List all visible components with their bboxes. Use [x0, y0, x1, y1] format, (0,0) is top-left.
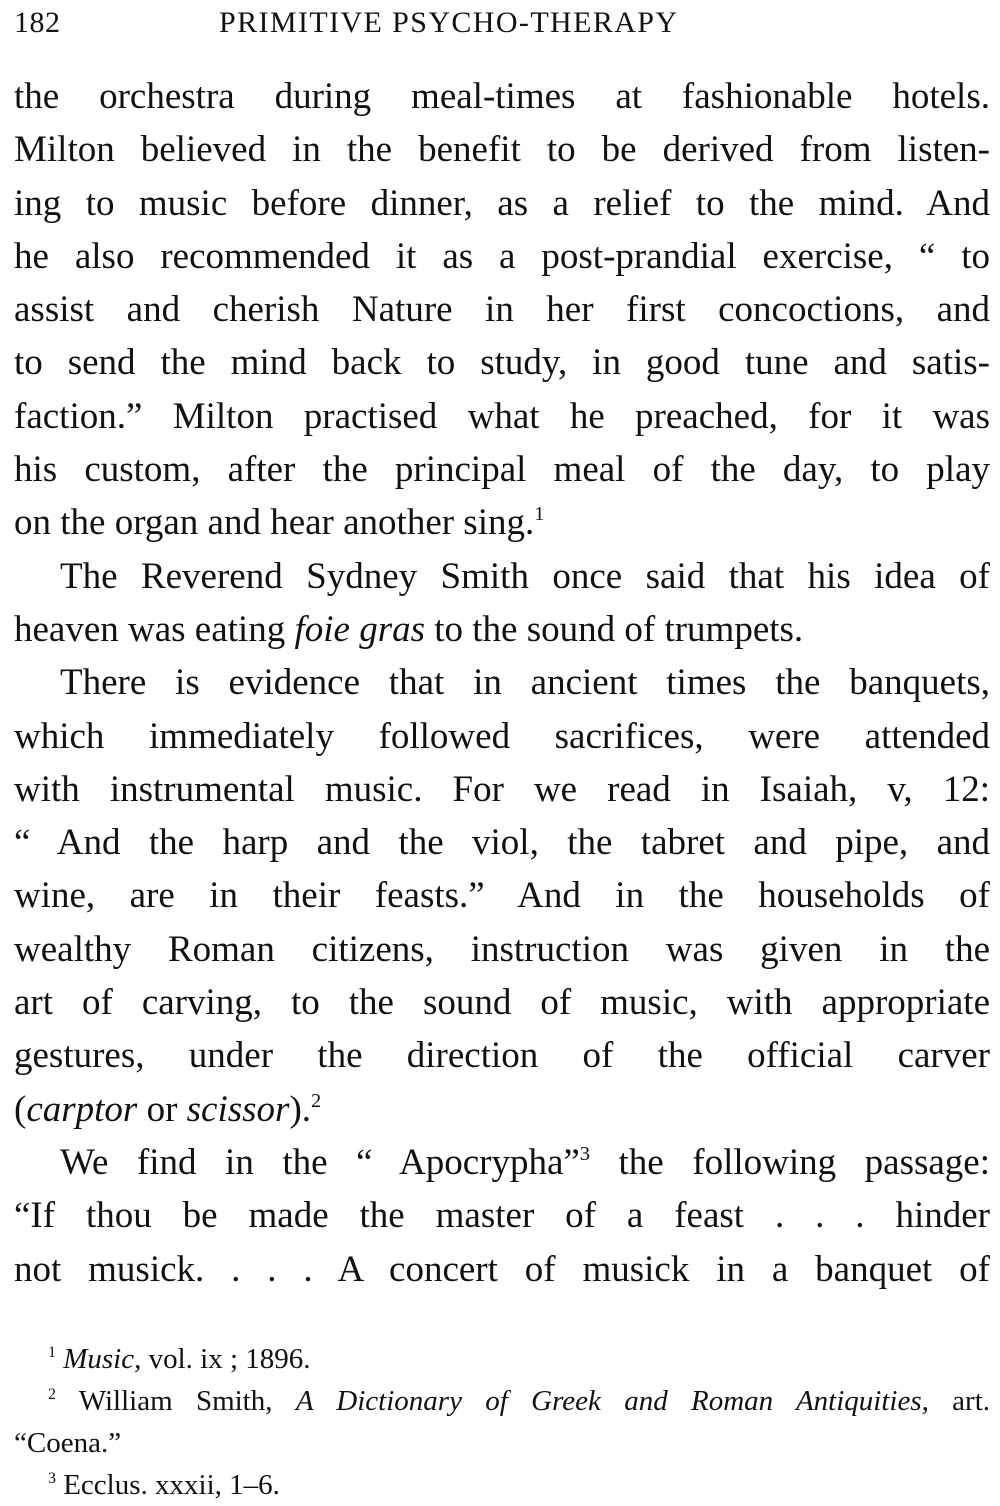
text-line	[14, 1136, 990, 1189]
footnote-text: vol. ix ; 1896.	[148, 1343, 311, 1375]
text-run: or	[146, 1088, 178, 1130]
text-line: the orchestra during meal-times at fashionable hotels.	[14, 76, 990, 117]
footnote-title: Music,	[63, 1343, 142, 1375]
text-line: his custom, after the principal meal of the day, to play	[14, 449, 990, 491]
text-line: not musick. . . . A concert of musick in a banquet of	[14, 1248, 990, 1290]
text-line: There is evidence that in ancient times the banquets,	[60, 662, 990, 704]
italic-word: scissor	[186, 1088, 290, 1130]
footnote-ref-3: 3	[579, 1142, 590, 1165]
footnote-marker: 2	[48, 1385, 56, 1403]
italic-word: carptor	[26, 1088, 138, 1130]
text-line	[14, 496, 990, 549]
text-line: assist and cherish Nature in her first concoctions, and	[14, 289, 990, 331]
text-line: “If thou be made the master of a feast . . . hinder	[14, 1195, 990, 1237]
text-line: faction.” Milton practised what he preached, for it was	[14, 395, 990, 437]
footnote-2	[14, 1380, 990, 1422]
text-run: to the sound of trumpets.	[434, 608, 804, 650]
text-run: heaven was eating	[14, 608, 286, 650]
text-line: with instrumental music. For we read in Isaiah, v, 12:	[14, 768, 990, 810]
footnotes	[14, 1338, 990, 1506]
text-line: Milton believed in the benefit to be derived from listen-	[14, 129, 990, 171]
text-line	[14, 603, 990, 656]
text-line: to send the mind back to study, in good tune and satis-	[14, 342, 990, 384]
footnote-ref-2: 2	[311, 1089, 322, 1112]
text-line: wine, are in their feasts.” And in the households of	[14, 875, 990, 917]
footnote-3	[14, 1464, 990, 1506]
text-line: which immediately followed sacrifices, were attended	[14, 715, 990, 757]
text-run: ).	[289, 1088, 312, 1130]
text-line: The Reverend Sydney Smith once said that his idea of	[60, 555, 990, 597]
text-line: wealthy Roman citizens, instruction was given in the	[14, 928, 990, 970]
text-line: gestures, under the direction of the official carver	[14, 1035, 990, 1077]
text-run: the following passage:	[618, 1141, 990, 1183]
italic-phrase: foie gras	[294, 608, 425, 650]
footnote-marker: 1	[48, 1343, 56, 1361]
text-line: he also recommended it as a post-prandial exercise, “ to	[14, 235, 990, 277]
text-run: on the organ and hear another sing.	[14, 502, 535, 544]
footnote-text: William Smith,	[78, 1385, 273, 1417]
footnote-2-continued: “Coena.”	[14, 1427, 122, 1459]
footnote-title: A Dictionary of Greek and Roman Antiquities,	[295, 1385, 929, 1417]
footnote-text: Ecclus. xxxii, 1–6.	[63, 1469, 280, 1501]
text-line	[14, 1083, 990, 1136]
page-number: 182	[14, 6, 61, 39]
text-run: We find in the “ Apocrypha”	[60, 1141, 580, 1183]
text-line: “ And the harp and the viol, the tabret and pipe, and	[14, 822, 990, 864]
footnote-marker: 3	[48, 1469, 56, 1487]
footnote-ref-1: 1	[534, 503, 545, 526]
footnote-text: art.	[952, 1385, 990, 1417]
text-line: art of carving, to the sound of music, with appropriate	[14, 982, 990, 1024]
text-line: ing to music before dinner, as a relief to the mind. And	[14, 182, 990, 224]
running-head: PRIMITIVE PSYCHO-THERAPY	[219, 6, 679, 39]
body-text	[14, 70, 990, 1296]
text-run: (	[14, 1088, 27, 1130]
footnote-1	[14, 1338, 990, 1380]
page-header	[14, 2, 986, 54]
